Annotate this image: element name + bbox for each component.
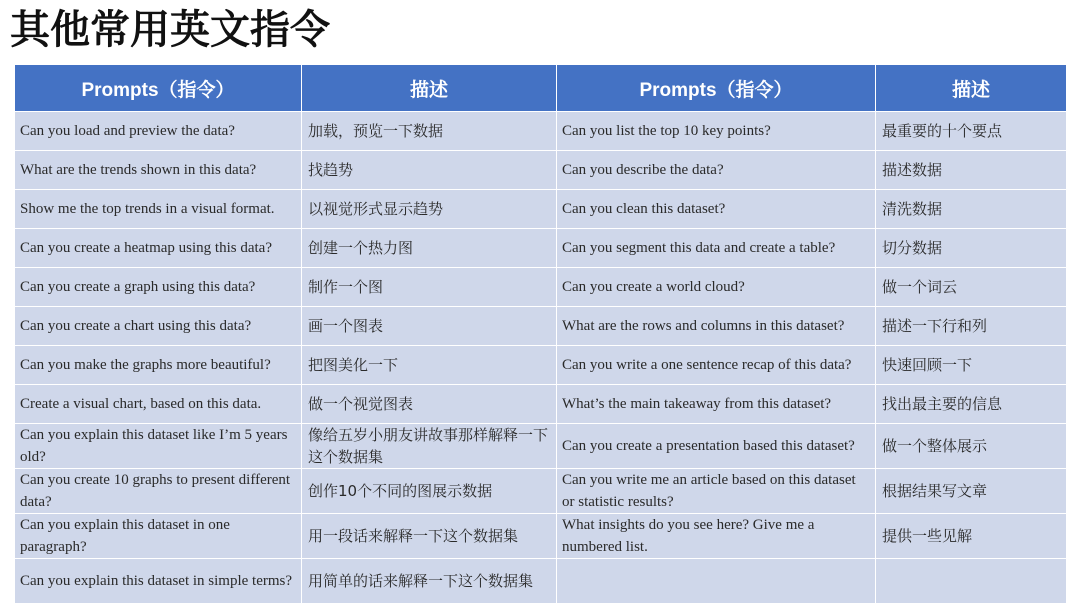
prompt-cell: What insights do you see here? Give me a numbered list.	[557, 514, 876, 559]
prompt-cell: Can you describe the data?	[557, 151, 876, 190]
prompt-cell	[557, 559, 876, 604]
prompts-table	[14, 64, 1067, 604]
table-row	[15, 112, 1067, 151]
prompt-cell: Can you explain this dataset in simple terms?	[15, 559, 302, 604]
table-row	[15, 559, 1067, 604]
description-cell: 以视觉形式显示趋势	[302, 190, 557, 229]
description-cell: 创作10个不同的图展示数据	[302, 469, 557, 514]
description-cell: 像给五岁小朋友讲故事那样解释一下这个数据集	[302, 424, 557, 469]
prompt-cell: Can you create a chart using this data?	[15, 307, 302, 346]
prompt-cell: Show me the top trends in a visual format.	[15, 190, 302, 229]
prompt-cell: Can you segment this data and create a table?	[557, 229, 876, 268]
table-row	[15, 151, 1067, 190]
table-header-row	[15, 65, 1067, 112]
prompt-cell: Can you explain this dataset like I’m 5 years old?	[15, 424, 302, 469]
description-cell: 描述数据	[876, 151, 1067, 190]
table-row	[15, 385, 1067, 424]
prompt-cell: Can you create a graph using this data?	[15, 268, 302, 307]
description-cell: 描述一下行和列	[876, 307, 1067, 346]
prompt-cell: Can you list the top 10 key points?	[557, 112, 876, 151]
description-cell: 找出最主要的信息	[876, 385, 1067, 424]
prompt-cell: Can you create a presentation based this dataset?	[557, 424, 876, 469]
page-title: 其他常用英文指令	[10, 7, 330, 53]
description-cell: 加载，预览一下数据	[302, 112, 557, 151]
prompt-cell: Can you create a world cloud?	[557, 268, 876, 307]
description-cell: 用简单的话来解释一下这个数据集	[302, 559, 557, 604]
prompt-cell: Can you create a heatmap using this data?	[15, 229, 302, 268]
prompt-cell: Create a visual chart, based on this data.	[15, 385, 302, 424]
prompt-cell: What’s the main takeaway from this dataset?	[557, 385, 876, 424]
prompt-cell: Can you clean this dataset?	[557, 190, 876, 229]
prompt-cell: Can you load and preview the data?	[15, 112, 302, 151]
description-cell: 画一个图表	[302, 307, 557, 346]
table-row	[15, 229, 1067, 268]
description-cell: 清洗数据	[876, 190, 1067, 229]
table-row	[15, 190, 1067, 229]
description-cell: 切分数据	[876, 229, 1067, 268]
description-cell: 制作一个图	[302, 268, 557, 307]
prompt-cell: Can you write a one sentence recap of this data?	[557, 346, 876, 385]
description-cell: 快速回顾一下	[876, 346, 1067, 385]
description-cell: 最重要的十个要点	[876, 112, 1067, 151]
prompt-cell: Can you write me an article based on this dataset or statistic results?	[557, 469, 876, 514]
prompt-cell: Can you create 10 graphs to present different data?	[15, 469, 302, 514]
description-cell: 提供一些见解	[876, 514, 1067, 559]
description-cell: 做一个整体展示	[876, 424, 1067, 469]
prompt-cell: What are the rows and columns in this dataset?	[557, 307, 876, 346]
description-cell: 做一个视觉图表	[302, 385, 557, 424]
description-cell: 用一段话来解释一下这个数据集	[302, 514, 557, 559]
table-row	[15, 268, 1067, 307]
table-row	[15, 424, 1067, 469]
table-row	[15, 307, 1067, 346]
header-prompts-right: Prompts（指令）	[557, 65, 876, 112]
description-cell: 做一个词云	[876, 268, 1067, 307]
table-row	[15, 514, 1067, 559]
description-cell	[876, 559, 1067, 604]
description-cell: 创建一个热力图	[302, 229, 557, 268]
prompt-cell: Can you explain this dataset in one paragraph?	[15, 514, 302, 559]
table-row	[15, 346, 1067, 385]
prompt-cell: What are the trends shown in this data?	[15, 151, 302, 190]
header-description-left: 描述	[302, 65, 557, 112]
table-row	[15, 469, 1067, 514]
header-description-right: 描述	[876, 65, 1067, 112]
description-cell: 根据结果写文章	[876, 469, 1067, 514]
description-cell: 把图美化一下	[302, 346, 557, 385]
description-cell: 找趋势	[302, 151, 557, 190]
header-prompts-left: Prompts（指令）	[15, 65, 302, 112]
prompt-cell: Can you make the graphs more beautiful?	[15, 346, 302, 385]
